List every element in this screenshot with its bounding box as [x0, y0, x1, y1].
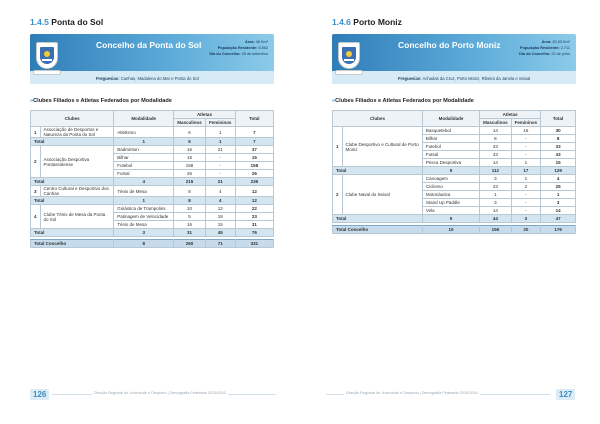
table-cell: 12 [235, 186, 273, 197]
table-cell: Associação de Desportos e Natureza da Ponta do Sol [40, 127, 114, 138]
table-cell: 23 [480, 183, 512, 191]
table-cell: 4 [205, 197, 235, 205]
table-cell: 260 [174, 240, 206, 248]
table-cell: 71 [205, 240, 235, 248]
table-cell: Pesca Desportiva [422, 159, 479, 167]
table-cell: 4 [31, 205, 41, 229]
table-cell: Total [333, 215, 423, 223]
clubs-table [30, 110, 274, 248]
table-cell: 1 [31, 127, 41, 138]
table-cell: 215 [174, 178, 206, 186]
table-cell: 5 [174, 213, 206, 221]
table-cell: - [205, 170, 235, 178]
table-header-row [31, 111, 274, 119]
table-cell: Total Concelho [31, 240, 114, 248]
stat-area: Área: 46 Km² [244, 40, 268, 44]
table-row [31, 127, 274, 138]
table-cell: 15 [205, 221, 235, 229]
table-cell: 1 [114, 138, 174, 146]
club-total-row [31, 178, 274, 186]
table-cell: 23 [235, 213, 273, 221]
table-cell: 1 [541, 191, 576, 199]
crest-ribbon-icon [33, 70, 61, 75]
stat-day: Dia do Concelho: 28 de setembro [209, 52, 268, 56]
table-header-cell: Atletas [174, 111, 235, 119]
table-cell: 7 [235, 127, 273, 138]
table-cell: Associação Desportiva Pontassolense [40, 146, 114, 178]
club-total-row [31, 229, 274, 237]
table-cell: 47 [541, 215, 576, 223]
stat-day: Dia do Concelho: 22 de julho [519, 52, 570, 56]
table-cell: 156 [480, 226, 512, 234]
table-cell: 31 [174, 229, 206, 237]
table-header-cell: Clubes [333, 111, 423, 127]
table-cell: 17 [511, 167, 541, 175]
section-name: Porto Moniz [353, 17, 402, 27]
table-cell: Total [31, 178, 114, 186]
banner-stats [519, 39, 570, 57]
table-cell: Total [31, 197, 114, 205]
table-cell: 1 [480, 191, 512, 199]
table-cell: 158 [174, 162, 206, 170]
table-cell: 14 [480, 127, 512, 135]
table-cell: 18 [205, 213, 235, 221]
table-cell: 14 [480, 207, 512, 215]
grand-total-row [31, 240, 274, 248]
table-cell: 6 [174, 127, 206, 138]
table-cell: 14 [541, 207, 576, 215]
right-page [300, 0, 600, 424]
table-cell: Ginástica de Trampolins [114, 205, 174, 213]
table-cell: 5 [422, 167, 479, 175]
table-cell: Atletismo [114, 127, 174, 138]
page-number: 126 [30, 389, 49, 400]
page-footer [0, 389, 300, 401]
table-cell: 2 [333, 175, 343, 215]
table-row [333, 127, 576, 135]
table-cell: Basquetebol [422, 127, 479, 135]
table-cell: Vela [422, 207, 479, 215]
table-cell: 10 [422, 226, 479, 234]
banner-title: Concelho da Ponta do Sol [96, 40, 202, 50]
coat-of-arms-icon [338, 42, 360, 69]
banner-freguesias: Freguesias: Achadas da Cruz, Porto Moniz, Ribeira da Janela e Seixal [398, 76, 531, 81]
table-cell: 15 [541, 159, 576, 167]
table-cell: 44 [480, 215, 512, 223]
table-cell: Total [31, 138, 114, 146]
table-cell: 37 [235, 146, 273, 154]
table-cell: 331 [235, 240, 273, 248]
table-row [333, 175, 576, 183]
table-header-row [333, 111, 576, 119]
table-header-cell: Modalidade [114, 111, 174, 127]
table-cell: Futebol [422, 143, 479, 151]
section-number: 1.4.6 [332, 17, 351, 27]
crest-ribbon-icon [335, 70, 363, 75]
table-cell: 12 [235, 197, 273, 205]
grand-total-row [333, 226, 576, 234]
table-cell: Bilhar [114, 154, 174, 162]
table-cell: 158 [235, 162, 273, 170]
table-header-cell: Femininos [205, 119, 235, 127]
table-cell: 8 [114, 240, 174, 248]
table-row [31, 146, 274, 154]
table-cell: 1 [511, 175, 541, 183]
section-number: 1.4.5 [30, 17, 49, 27]
table-cell: 5 [422, 215, 479, 223]
table-row [31, 205, 274, 213]
table-cell: 3 [31, 186, 41, 197]
table-cell: - [511, 151, 541, 159]
table-header-cell: Atletas [480, 111, 541, 119]
banner-stats [209, 39, 268, 57]
table-cell: 31 [235, 221, 273, 229]
table-cell: Clube Desportivo e Cultural de Porto Moniz [342, 127, 422, 167]
table-cell: Clube Ténis de Mesa da Ponta do Sol [40, 205, 114, 229]
table-cell: 8 [480, 135, 512, 143]
table-header-cell: Clubes [31, 111, 114, 127]
table-cell: 6 [174, 138, 206, 146]
table-cell: Futsal [114, 170, 174, 178]
section-title [30, 17, 103, 27]
table-cell: 33 [541, 143, 576, 151]
table-row [31, 186, 274, 197]
table-cell: - [511, 143, 541, 151]
table-cell: 16 [174, 221, 206, 229]
banner-freguesias: Freguesias: Canhas, Madalena do Mar e Ponta do Sol [96, 76, 199, 81]
table-cell: 33 [480, 143, 512, 151]
table-cell: 4 [205, 186, 235, 197]
table-cell: 15 [235, 154, 273, 162]
table-cell: 236 [235, 178, 273, 186]
table-cell: 76 [235, 229, 273, 237]
table-cell: 3 [480, 175, 512, 183]
table-cell: 22 [235, 205, 273, 213]
page-number: 127 [556, 389, 575, 400]
coat-of-arms-icon [36, 42, 58, 69]
table-header-cell: Total [541, 111, 576, 127]
table-cell: 14 [480, 159, 512, 167]
table-cell: Futebol [114, 162, 174, 170]
table-cell: 8 [541, 135, 576, 143]
table-cell: 8 [174, 186, 206, 197]
stat-area: Área: 82,93 Km² [541, 40, 570, 44]
table-cell: 21 [205, 178, 235, 186]
footer-text: Direção Regional de Juventude e Desporto | Demografia Federada 2015/2016 [346, 391, 478, 395]
section-title [332, 17, 402, 27]
table-header-cell: Modalidade [422, 111, 479, 127]
table-subheading: »Clubes Filiados e Atletas Federados por Modalidade [30, 98, 172, 104]
table-header-cell: Masculinos [480, 119, 512, 127]
table-cell: 1 [205, 127, 235, 138]
table-cell: 30 [541, 127, 576, 135]
table-cell: Badminton [114, 146, 174, 154]
club-total-row [31, 197, 274, 205]
table-cell: Stand Up Paddle [422, 199, 479, 207]
table-cell: - [205, 154, 235, 162]
table-cell: 10 [174, 205, 206, 213]
municipality-banner [332, 34, 576, 84]
page-footer [300, 389, 600, 401]
table-cell: 16 [174, 146, 206, 154]
table-cell: Total [31, 229, 114, 237]
table-cell: Futsal [422, 151, 479, 159]
table-header-cell: Femininos [511, 119, 541, 127]
table-cell: 45 [205, 229, 235, 237]
table-cell: 25 [541, 183, 576, 191]
table-cell: 3 [541, 199, 576, 207]
table-cell: 1 [114, 197, 174, 205]
table-cell: 3 [480, 199, 512, 207]
table-cell: 3 [114, 229, 174, 237]
table-cell: - [511, 191, 541, 199]
table-cell: Total Concelho [333, 226, 423, 234]
table-cell: 15 [174, 154, 206, 162]
table-subheading: »Clubes Filiados e Atletas Federados por Modalidade [332, 98, 474, 104]
table-header-cell: Total [235, 111, 273, 127]
stat-population: População Residente: 2.711 [520, 46, 570, 50]
table-cell: Canoagem [422, 175, 479, 183]
table-cell: Centro Cultural e Desportivo dos Canhas [40, 186, 114, 197]
table-cell: Motonáutica [422, 191, 479, 199]
table-cell: 12 [205, 205, 235, 213]
table-cell: - [511, 207, 541, 215]
table-cell: 26 [235, 170, 273, 178]
club-total-row [333, 215, 576, 223]
table-cell: Ciclismo [422, 183, 479, 191]
table-cell: Patinagem de Velocidade [114, 213, 174, 221]
table-cell: 3 [511, 215, 541, 223]
table-cell: 26 [174, 170, 206, 178]
table-cell: 43 [480, 151, 512, 159]
table-cell: 4 [114, 178, 174, 186]
table-cell: Bilhar [422, 135, 479, 143]
banner-title: Concelho do Porto Moniz [398, 40, 501, 50]
club-total-row [31, 138, 274, 146]
table-cell: 2 [31, 146, 41, 178]
stat-population: População Residente: 8.862 [217, 46, 268, 50]
table-cell: 2 [511, 183, 541, 191]
table-cell: 112 [480, 167, 512, 175]
clubs-table [332, 110, 576, 234]
section-name: Ponta do Sol [51, 17, 104, 27]
table-cell: 176 [541, 226, 576, 234]
table-cell: 7 [235, 138, 273, 146]
table-cell: Ténis de Mesa [114, 221, 174, 229]
table-cell: 129 [541, 167, 576, 175]
table-cell: 21 [205, 146, 235, 154]
footer-text: Direção Regional de Juventude e Desporto | Demografia Federada 2015/2016 [94, 391, 226, 395]
table-cell: 8 [174, 197, 206, 205]
table-cell: Clube Naval do Seixal [342, 175, 422, 215]
table-cell: 1 [511, 159, 541, 167]
table-cell: 16 [511, 127, 541, 135]
table-header-cell: Masculinos [174, 119, 206, 127]
table-cell: - [511, 199, 541, 207]
table-cell: - [205, 162, 235, 170]
table-cell: 20 [511, 226, 541, 234]
table-cell: 4 [541, 175, 576, 183]
table-cell: 43 [541, 151, 576, 159]
table-cell: - [511, 135, 541, 143]
table-cell: Total [333, 167, 423, 175]
club-total-row [333, 167, 576, 175]
table-cell: 1 [205, 138, 235, 146]
table-cell: 1 [333, 127, 343, 167]
municipality-banner [30, 34, 274, 84]
table-cell: Ténis de Mesa [114, 186, 174, 197]
